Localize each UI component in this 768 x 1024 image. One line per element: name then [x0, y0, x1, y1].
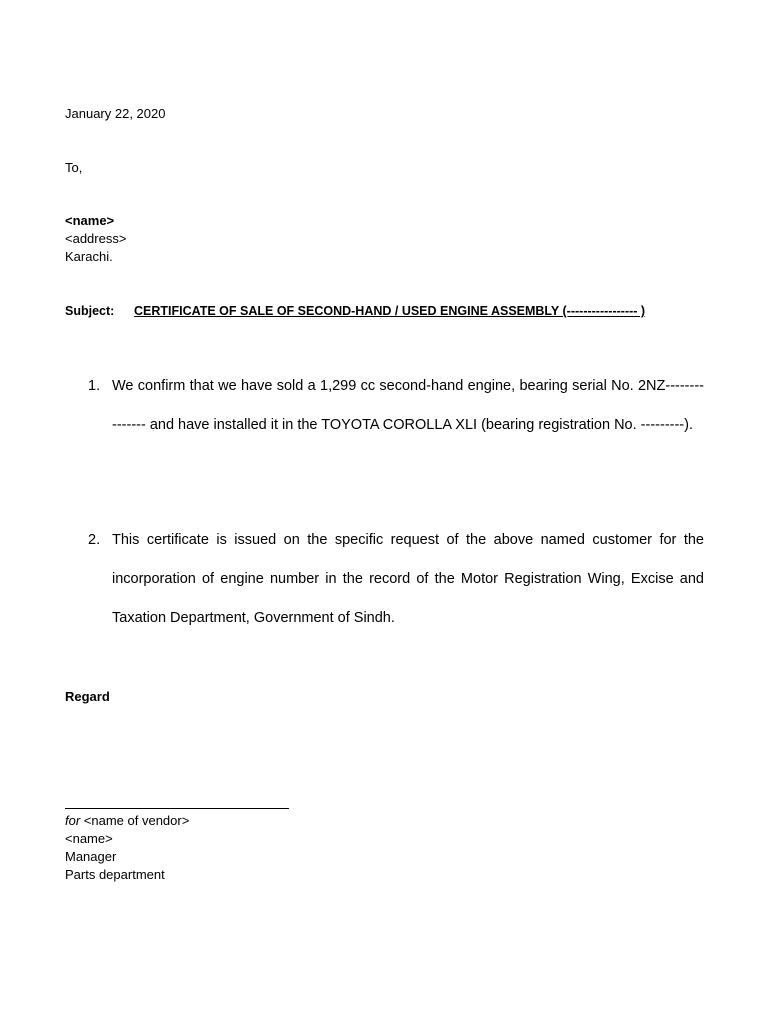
- subject-text: CERTIFICATE OF SALE OF SECOND-HAND / USED ENGINE ASSEMBLY (----------------- ): [134, 304, 646, 318]
- recipient-name: <name>: [65, 213, 115, 228]
- signatory-department: Parts department: [65, 867, 165, 882]
- signatory-name: <name>: [65, 831, 113, 846]
- signature-line: [65, 808, 289, 809]
- recipient-block: [65, 212, 126, 266]
- letter-date: January 22, 2020: [65, 106, 166, 121]
- recipient-city: Karachi.: [65, 249, 113, 264]
- paragraph-1: [88, 367, 704, 445]
- vendor-name: <name of vendor>: [80, 813, 190, 828]
- signature-block: [65, 812, 189, 884]
- closing: Regard: [65, 689, 110, 704]
- recipient-address: <address>: [65, 231, 127, 246]
- paragraph-number: 2.: [88, 532, 101, 548]
- subject-label: Subject:: [65, 304, 115, 318]
- salutation: To,: [65, 160, 83, 175]
- paragraph-text: We confirm that we have sold a 1,299 cc second-hand engine, bearing serial No. 2NZ--------------- and have installed it in the TOYOTA COROLLA XLI (bearing registration No. ---------).: [112, 378, 704, 433]
- paragraph-number: 1.: [88, 378, 101, 394]
- paragraph-text: This certificate is issued on the specific request of the above named customer for the incorporation of engine number in the record of the Motor Registration Wing, Excise and Taxation Department, Government of Sindh.: [112, 532, 704, 626]
- paragraph-2: [88, 521, 704, 638]
- signatory-title: Manager: [65, 849, 117, 864]
- for-prefix: for: [65, 813, 81, 828]
- signature-vendor-line: [65, 812, 189, 830]
